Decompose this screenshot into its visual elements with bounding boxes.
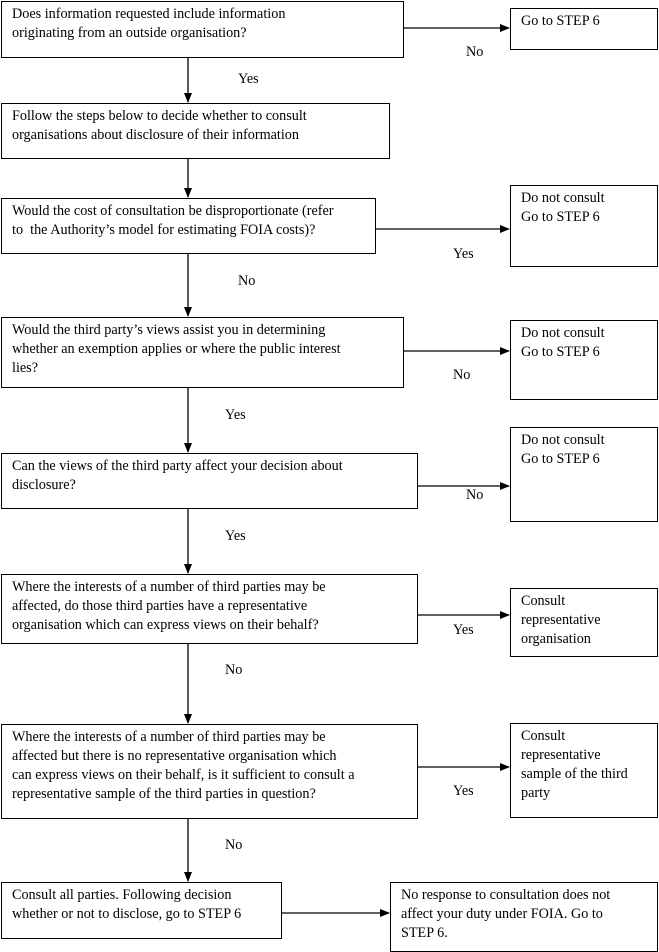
outcome-6-line-3: sample of the third	[521, 766, 628, 782]
outcome-7-line-3: STEP 6.	[401, 925, 448, 941]
process-box-consult-all	[1, 882, 282, 939]
branch-label-q4-no: No	[453, 367, 471, 383]
branch-label-q3-no: No	[238, 273, 256, 289]
question-box-3	[1, 198, 376, 254]
outcome-3-line-1: Do not consult	[521, 325, 605, 341]
branch-label-q6-no: No	[225, 662, 243, 678]
question-8-line-1: Consult all parties. Following decision	[12, 887, 232, 903]
outcome-box-3	[510, 320, 658, 400]
outcome-box-6	[510, 723, 658, 818]
branch-label-q6-yes: Yes	[453, 622, 474, 638]
outcome-5-line-1: Consult	[521, 593, 566, 609]
outcome-4-line-2: Go to STEP 6	[521, 451, 600, 467]
question-1-line-2: originating from an outside organisation?	[12, 25, 247, 41]
outcome-6-line-4: party	[521, 785, 551, 801]
question-4-line-1: Would the third party’s views assist you in determining	[12, 322, 326, 338]
question-4-line-3: lies?	[12, 360, 38, 376]
question-7-line-3: can express views on their behalf, is it sufficient to consult a	[12, 767, 355, 783]
outcome-5-line-2: representative	[521, 612, 601, 628]
branch-label-q1-no: No	[466, 44, 484, 60]
question-7-line-1: Where the interests of a number of third parties may be	[12, 729, 326, 745]
outcome-box-5	[510, 588, 658, 657]
outcome-box-1	[510, 8, 658, 50]
question-2-line-2: organisations about disclosure of their information	[12, 127, 299, 143]
question-5-line-1: Can the views of the third party affect your decision about	[12, 458, 343, 474]
question-1-line-1: Does information requested include information	[12, 6, 286, 22]
outcome-4-line-1: Do not consult	[521, 432, 605, 448]
question-2-line-1: Follow the steps below to decide whether to consult	[12, 108, 307, 124]
question-box-1	[1, 1, 404, 58]
outcome-1-line-1: Go to STEP 6	[521, 13, 600, 29]
question-5-line-2: disclosure?	[12, 477, 76, 493]
outcome-7-line-1: No response to consultation does not	[401, 887, 611, 903]
branch-label-q1-yes: Yes	[238, 71, 259, 87]
question-7-line-4: representative sample of the third parties in question?	[12, 786, 316, 802]
question-7-line-2: affected but there is no representative organisation which	[12, 748, 337, 764]
branch-label-q4-yes: Yes	[225, 407, 246, 423]
question-8-line-2: whether or not to disclose, go to STEP 6	[12, 906, 242, 922]
question-3-line-1: Would the cost of consultation be disproportionate (refer	[12, 203, 334, 219]
branch-label-q3-yes: Yes	[453, 246, 474, 262]
question-6-line-2: affected, do those third parties have a representative	[12, 598, 308, 614]
question-box-5	[1, 453, 418, 509]
outcome-6-line-1: Consult	[521, 728, 566, 744]
outcome-box-4	[510, 427, 658, 522]
outcome-2-line-1: Do not consult	[521, 190, 605, 206]
process-box-consult-steps	[1, 103, 390, 159]
outcome-3-line-2: Go to STEP 6	[521, 344, 600, 360]
branch-label-q7-no: No	[225, 837, 243, 853]
question-4-line-2: whether an exemption applies or where the public interest	[12, 341, 341, 357]
outcome-5-line-3: organisation	[521, 631, 591, 647]
outcome-2-line-2: Go to STEP 6	[521, 209, 600, 225]
question-box-6	[1, 574, 418, 644]
question-6-line-1: Where the interests of a number of third parties may be	[12, 579, 326, 595]
outcome-6-line-2: representative	[521, 747, 601, 763]
branch-label-q5-yes: Yes	[225, 528, 246, 544]
question-3-line-2: to the Authority’s model for estimating FOIA costs)?	[12, 222, 316, 238]
question-6-line-3: organisation which can express views on their behalf?	[12, 617, 319, 633]
question-box-7	[1, 724, 418, 819]
outcome-box-7	[390, 882, 658, 952]
branch-label-q7-yes: Yes	[453, 783, 474, 799]
branch-label-q5-no: No	[466, 487, 484, 503]
question-box-4	[1, 317, 404, 388]
outcome-box-2	[510, 185, 658, 267]
outcome-7-line-2: affect your duty under FOIA. Go to	[401, 906, 603, 922]
